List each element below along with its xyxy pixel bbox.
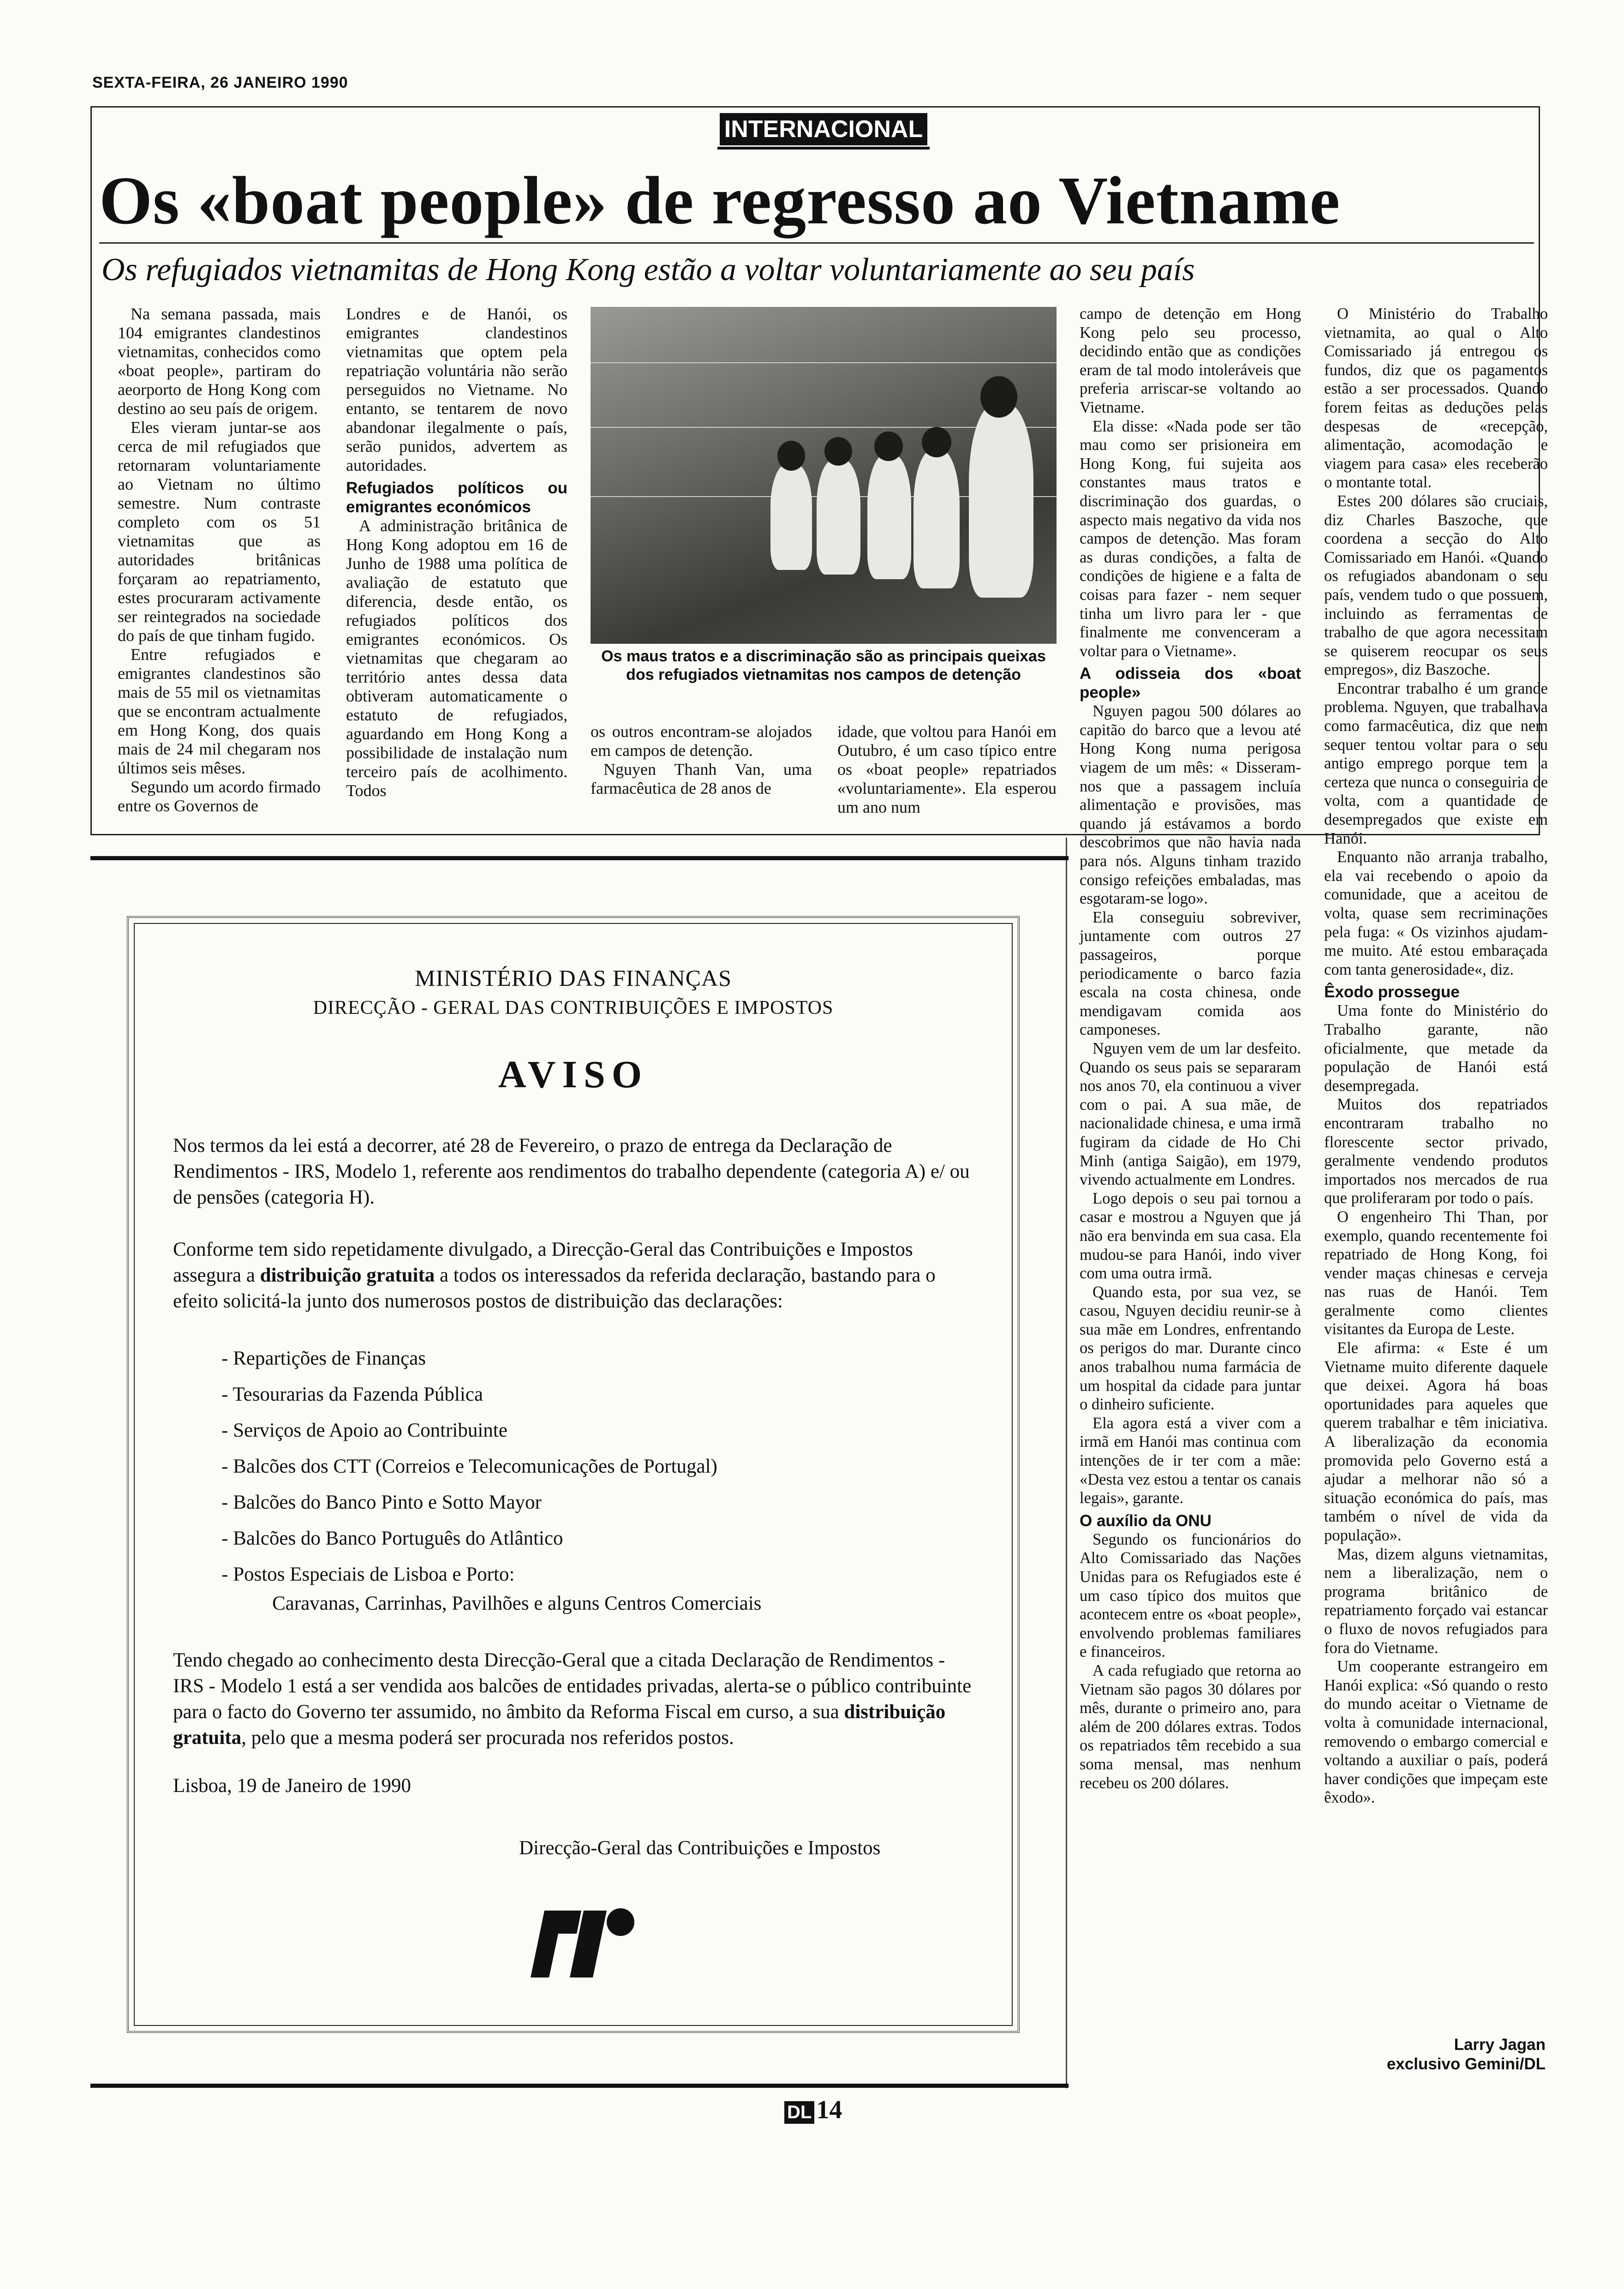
paragraph: Eles vieram juntar-se aos cerca de mil refugiados que retornaram voluntariamente ao Vietnam no último semestre. Num contraste completo com os 51 vietnamitas que as autoridades britânicas forçaram ao repatriamento, estes procuraram activamente ser reintegrados na sociedade do país de que tinham fugido. bbox=[118, 418, 321, 645]
paragraph: O Ministério do Trabalho vietnamita, ao qual o Alto Comissariado já entregou os fundos, diz que os pagamentos estão a ser processados. Quando forem feitas as deduções pelas despesas de «recepção, alimentação, acomodação e viagem para casa» eles receberão o montante total. bbox=[1324, 305, 1548, 491]
photo-caption: Os maus tratos e a discriminação são as principais queixas dos refugiados vietnamitas nos campos de detenção bbox=[601, 647, 1046, 683]
paragraph: Enquanto não arranja trabalho, ela vai recebendo o apoio da comunidade, que a aceitou de volta, quase sem recriminações pela fuga: « Os vizinhos ajudam-me muito. Até estou embaraçada com tanta generosidade«, diz. bbox=[1324, 848, 1548, 978]
section-label: INTERNACIONAL bbox=[720, 113, 927, 145]
paragraph: Segundo os funcionários do Alto Comissariado das Nações Unidas para os Refugiados este é um caso típico dos muitos que acontecem entre os «boat people», envolvendo problemas familiares e financeiros. bbox=[1080, 1530, 1301, 1661]
subheading: Êxodo prossegue bbox=[1324, 983, 1460, 1001]
ad-paragraph-1: Nos termos da lei está a decorrer, até 28 de Fevereiro, o prazo de entrega da Declaração de Rendimentos - IRS, Modelo 1, referente aos rendimentos do trabalho dependente (categoria A) e/ ou de pensões (categoria H). bbox=[173, 1135, 970, 1208]
person bbox=[969, 404, 1033, 598]
list-item: - Serviços de Apoio ao Contribuinte bbox=[221, 1420, 508, 1441]
paragraph: Segundo um acordo firmado entre os Governos de bbox=[118, 778, 321, 815]
paragraph: idade, que voltou para Hanói em Outubro, é um caso típico entre os «boat people» repatriados «voluntariamente». Ela esperou um ano num bbox=[837, 722, 1057, 816]
list-item: - Balcões do Banco Pinto e Sotto Mayor bbox=[221, 1492, 542, 1513]
list-item: - Balcões dos CTT (Correios e Telecomunicações de Portugal) bbox=[221, 1456, 717, 1477]
byline-author: Larry Jagan bbox=[1454, 2036, 1546, 2054]
paragraph: Ela conseguiu sobreviver, juntamente com outros 27 passageiros, porque periodicamente o barco fazia escala na costa chinesa, onde mendigavam comida aos camponeses. bbox=[1080, 908, 1301, 1039]
distribution-list bbox=[221, 1341, 978, 1593]
ad-ministry: MINISTÉRIO DAS FINANÇAS bbox=[415, 965, 732, 991]
paragraph: Mas, dizem alguns vietnamitas, nem a liberalização, nem o programa britânico de repatriamento forçado vai estancar o fluxo de novos refugiados para fora do Vietname. bbox=[1324, 1545, 1548, 1657]
paragraph: Um cooperante estrangeiro em Hanói explica: «Só quando o resto do mundo aceitar o Vietname de volta à comunidade internacional, removendo o embargo comercial e voltando a auxiliar o país, poderá haver condições que impeçam este êxodo». bbox=[1324, 1658, 1548, 1807]
ad-signature: Direcção-Geral das Contribuições e Impostos bbox=[519, 1837, 881, 1859]
paragraph: Uma fonte do Ministério do Trabalho garante, não oficialmente, que metade da população de Hanói está desempregada. bbox=[1324, 1002, 1548, 1095]
paragraph: Ela agora está a viver com a irmã em Hanói mas continua com intenções de ir ter com a mãe: «Desta vez estou a tentar os canais legais», garante. bbox=[1080, 1414, 1301, 1507]
page-number bbox=[784, 2095, 842, 2125]
person bbox=[770, 464, 812, 570]
ad-directorate: DIRECÇÃO - GERAL DAS CONTRIBUIÇÕES E IMPOSTOS bbox=[313, 997, 834, 1019]
emphasis: distribuição gratuita bbox=[173, 1701, 946, 1749]
paragraph: A administração britânica de Hong Kong adoptou em 16 de Junho de 1988 uma política de avaliação de estatuto que diferencia, desde então, os refugiados políticos dos emigrantes económicos. Os vietnamitas que chegaram ao território antes dessa data obtiveram automaticamente o estatuto de refugiados, aguardando em Hong Kong a possibilidade de instalação num terceiro país de acolhimento. Todos bbox=[346, 516, 567, 800]
list-item: - Postos Especiais de Lisboa e Porto: bbox=[221, 1564, 515, 1585]
person-head bbox=[980, 376, 1017, 418]
dl-logo-icon: DL bbox=[784, 2101, 814, 2124]
byline bbox=[1250, 2035, 1546, 2074]
ad-rule-bottom bbox=[90, 2084, 1069, 2088]
text: a todos os interessados da referida declaração, bastando para o efeito solicitá-la junto dos numerosos postos de distribuição das declarações: bbox=[173, 1264, 936, 1312]
subheadline: Os refugiados vietnamitas de Hong Kong estão a voltar voluntariamente ao seu país bbox=[102, 252, 1195, 288]
paragraph: Ela disse: «Nada pode ser tão mau como ser prisioneira em Hong Kong, fui sujeita aos constantes maus tratos e discriminação dos guardas, o aspecto mais negativo da vida nos campos de detenção. Mas foram as duras condições, a falta de condições de higiene e a falta de coisas para fazer - nem sequer tinha um livro para ler - que finalmente me convenceram a voltar para o Vietname». bbox=[1080, 417, 1301, 660]
article-column-5 bbox=[1080, 305, 1301, 1792]
page-number-value: 14 bbox=[816, 2096, 842, 2124]
distribution-list-sub: Caravanas, Carrinhas, Pavilhões e alguns Centros Comerciais bbox=[272, 1593, 762, 1614]
refugees-photo bbox=[591, 307, 1057, 644]
paragraph: A cada refugiado que retorna ao Vietnam são pagos 30 dólares por mês, durante o primeiro ano, para além de 200 dólares extras. Todos os repatriados têm recebido a sua soma mensal, mas nenhum recebeu os 200 dólares. bbox=[1080, 1661, 1301, 1792]
person-head bbox=[922, 427, 951, 457]
person-head bbox=[874, 431, 903, 461]
paragraph: campo de detenção em Hong Kong pelo seu processo, decidindo então que as condições eram de tal modo intoleráveis que preferia arriscar-se voltando ao Vietname. bbox=[1080, 305, 1301, 416]
text: Conforme tem sido repetidamente divulgado, a Direcção-Geral das Contribuições e Impostos assegura a bbox=[173, 1239, 913, 1286]
paragraph: Nguyen vem de um lar desfeito. Quando os seus pais se separaram nos anos 70, ela continuou a viver com o pai. A sua mãe, de nacionalidade chinesa, e uma irmã fugiram da cidade de Ho Chi Minh (antiga Saigão), em 1979, vivendo actualmente em Londres. bbox=[1080, 1039, 1301, 1189]
list-item: - Repartições de Finanças bbox=[221, 1348, 426, 1369]
paragraph: Ele afirma: « Este é um Vietname muito diferente daquele que deixei. Agora há boas oportunidades para aqueles que querem trabalhar e têm iniciativa. A liberalização da economia promovida pelo Governo está a ajudar a melhorar não só a situação económica do país, mas também o nível de vida da população». bbox=[1324, 1339, 1548, 1544]
headline: Os «boat people» de regresso ao Vietname bbox=[99, 163, 1341, 239]
ad-rule-top bbox=[90, 856, 1069, 860]
person bbox=[914, 450, 960, 588]
paragraph: Na semana passada, mais 104 emigrantes clandestinos vietnamitas, conhecidos como «boat people», partiram do aeorporto de Hong Kong com destino ao seu país de origem. bbox=[118, 305, 321, 418]
paragraph: Nguyen Thanh Van, uma farmacêutica de 28 anos de bbox=[591, 760, 812, 797]
paragraph: O engenheiro Thi Than, por exemplo, quando recentemente foi repatriado de Hong Kong, foi vender maças chinesas e cerveja nas ruas de Hanói. Tem geralmente como clientes visitantes da Europa de Leste. bbox=[1324, 1208, 1548, 1338]
column-rule bbox=[1066, 838, 1067, 2088]
byline-agency: exclusivo Gemini/DL bbox=[1386, 2055, 1546, 2073]
paragraph: Quando esta, por sua vez, se casou, Nguyen decidiu reunir-se à sua mãe em Londres, enfrentando os perigos do mar. Durante cinco anos trabalhou numa farmácia de um hospital da cidade para juntar o dinheiro suficiente. bbox=[1080, 1283, 1301, 1414]
person-head bbox=[824, 437, 852, 466]
subheading: A odisseia dos «boat people» bbox=[1080, 665, 1301, 702]
barbed-wire bbox=[591, 362, 1057, 363]
article-column-4 bbox=[837, 722, 1057, 817]
ad-paragraph-2 bbox=[173, 1237, 976, 1314]
person bbox=[867, 455, 911, 579]
text: Tendo chegado ao conhecimento desta Direcção-Geral que a citada Declaração de Rendimentos - IRS - Modelo 1 está a ser vendida aos balcões de entidades privadas, alerta-se o público contribuinte para o facto do Governo ter assumido, no âmbito da Reforma Fiscal em curso, a sua bbox=[173, 1649, 972, 1723]
article-column-2 bbox=[346, 305, 567, 800]
paragraph: Encontrar trabalho é um grande problema. Nguyen, que trabalhava como farmacêutica, diz que nem sequer tentou voltar para o seu antigo emprego porque tem a certeza que nunca o conseguiria de volta, com a quantidade de desempregados que existe em Hanói. bbox=[1324, 679, 1548, 847]
dateline: SEXTA-FEIRA, 26 JANEIRO 1990 bbox=[92, 74, 348, 91]
article-column-1 bbox=[118, 305, 321, 815]
list-item: - Tesourarias da Fazenda Pública bbox=[221, 1384, 483, 1405]
paragraph: Muitos dos repatriados encontraram trabalho no florescente sector privado, geralmente vendendo produtos importados nos mercados de rua que proliferaram por todo o país. bbox=[1324, 1096, 1548, 1207]
ad-title: AVISO bbox=[498, 1053, 649, 1096]
person-head bbox=[777, 441, 805, 471]
ad-paragraph-3 bbox=[173, 1648, 976, 1751]
paragraph: Estes 200 dólares são cruciais, diz Charles Baszoche, que coordena a secção do Alto Comissariado em Hanói. «Quando os refugiados abandonam o seu país, vendem tudo o que possuem, incluindo as ferramentas de trabalho de que agora necessitam se quiserem reocupar os seus empregos», diz Baszoche. bbox=[1324, 492, 1548, 679]
text: , pelo que a mesma poderá ser procurada nos referidos postos. bbox=[241, 1727, 734, 1749]
paragraph: os outros encontram-se alojados em campos de detenção. bbox=[591, 722, 812, 760]
dgci-logo-icon bbox=[526, 1901, 637, 1980]
list-item: - Balcões do Banco Português do Atlântico bbox=[221, 1528, 563, 1549]
headline-rule bbox=[99, 242, 1534, 244]
ad-date: Lisboa, 19 de Janeiro de 1990 bbox=[173, 1775, 411, 1797]
section-rule bbox=[717, 147, 930, 150]
paragraph: Logo depois o seu pai tornou a casar e mostrou a Nguyen que já não era benvinda em sua casa. Ela mudou-se para Hanói, indo viver com uma outra irmã. bbox=[1080, 1189, 1301, 1282]
paragraph: Nguyen pagou 500 dólares ao capitão do barco que a levou até Hong Kong numa perigosa viagem de um mês: « Disseram-nos que a passagem incluía alimentação e provisões, mas quando já estávamos a bordo descobrimos que não havia nada para nós. Alguns tinham trazido consigo refeições embaladas, mas esgotaram-se logo». bbox=[1080, 702, 1301, 908]
person bbox=[817, 459, 860, 575]
article-column-3 bbox=[591, 722, 812, 798]
paragraph: Londres e de Hanói, os emigrantes clandestinos vietnamitas que optem pela repatriação voluntária não serão perseguidos no Vietname. No entanto, se tentarem de novo abandonar ilegalmente o país, serão punidos, advertem as autoridades. bbox=[346, 305, 567, 474]
emphasis: distribuição gratuita bbox=[260, 1264, 435, 1286]
article-column-6 bbox=[1324, 305, 1548, 1807]
paragraph: Entre refugiados e emigrantes clandestinos são mais de 55 mil os vietnamitas que se encontram actualmente em Hong Kong, dos quais mais de 24 mil chegaram nos últimos seis mêses. bbox=[118, 645, 321, 777]
subheading: Refugiados políticos ou emigrantes económicos bbox=[346, 479, 567, 516]
subheading: O auxílio da ONU bbox=[1080, 1511, 1212, 1530]
